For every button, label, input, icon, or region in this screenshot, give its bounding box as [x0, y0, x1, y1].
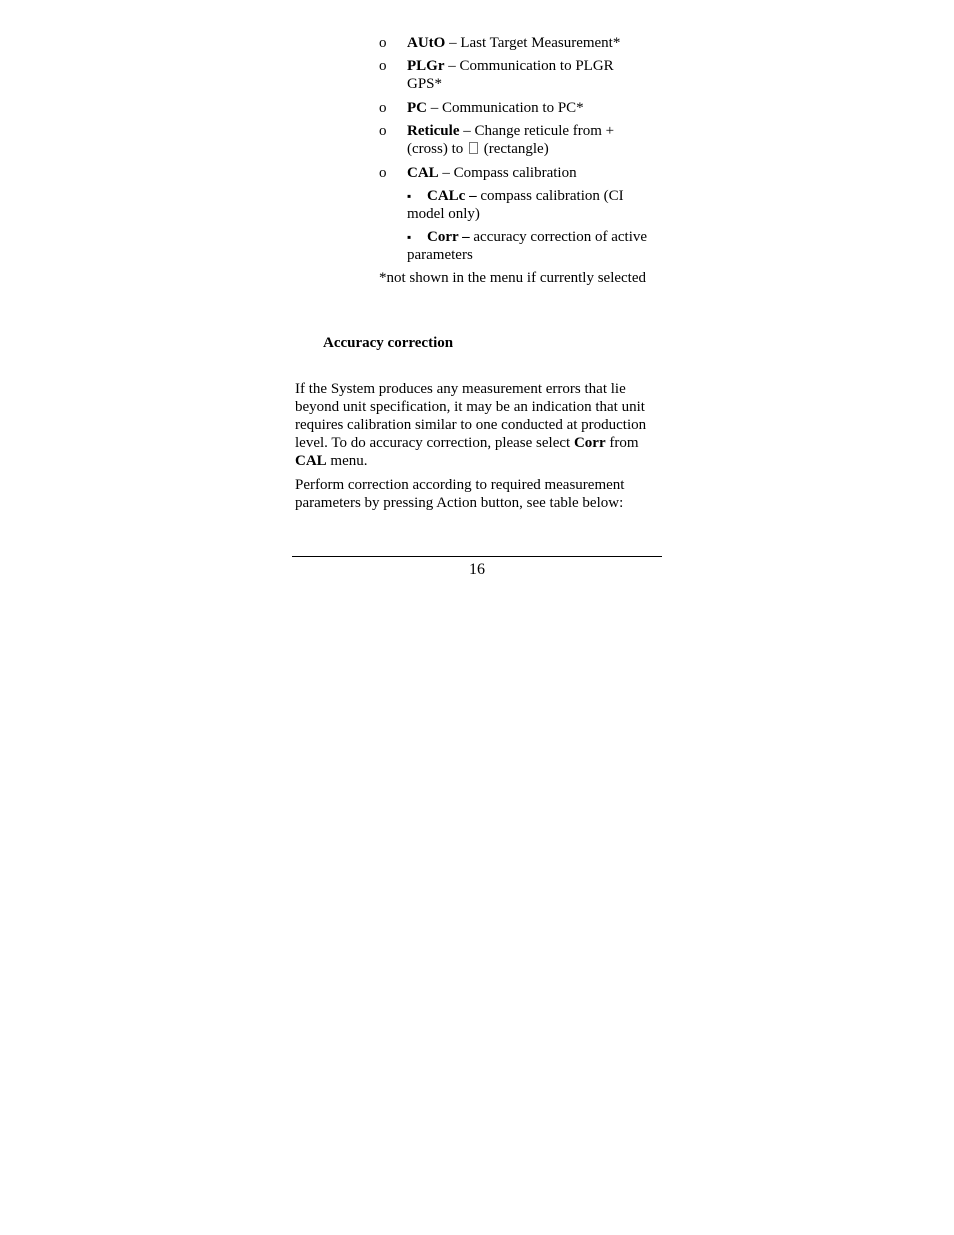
list-bullet: o	[379, 165, 387, 181]
section-heading: Accuracy correction	[323, 335, 454, 351]
paragraph-text: If the System produces any measurement errors that lie beyond unit specification, it may be an indication that unit requires calibration similar to one conducted at production level. To do accuracy correction, please select	[295, 381, 647, 451]
sub-item-term: Corr –	[427, 229, 470, 245]
paragraph-text: menu.	[326, 453, 368, 469]
paragraph-procedure: Perform correction according to required measurement parameters by pressing Action button, see table below:	[295, 477, 625, 511]
rectangle-icon	[469, 142, 478, 154]
menu-item-desc: – Change reticule from + (cross) to	[407, 123, 615, 157]
sub-item-desc: compass calibration (CI model only)	[407, 188, 624, 222]
paragraph-text: from	[605, 435, 639, 451]
sub-item-calc	[407, 187, 647, 223]
menu-item-desc: – Communication to PLGR GPS*	[407, 58, 614, 92]
list-bullet: o	[379, 58, 387, 74]
menu-item-desc: – Communication to PC*	[427, 100, 584, 116]
menu-item-cal	[407, 164, 665, 182]
menu-item-pc	[407, 99, 665, 117]
page-number: 16	[469, 561, 485, 578]
menu-item-term: CAL	[407, 165, 439, 181]
menu-item-auto	[407, 34, 665, 52]
menu-item-desc: – Compass calibration	[438, 165, 577, 181]
menu-item-term: Reticule	[407, 123, 460, 139]
menu-item-term: PC	[407, 100, 427, 116]
menu-item-desc: (rectangle)	[480, 141, 549, 157]
sub-item-desc: accuracy correction of active parameters	[407, 229, 648, 263]
list-bullet: o	[379, 123, 387, 139]
sub-item-corr	[407, 228, 665, 264]
sub-bullet: ▪	[407, 230, 412, 244]
menu-item-desc: – Last Target Measurement*	[445, 35, 621, 51]
menu-item-term: AUtO	[407, 35, 446, 51]
sub-bullet: ▪	[407, 189, 412, 203]
menu-item-term: PLGr	[407, 58, 445, 74]
menu-item-plgr	[407, 57, 637, 93]
paragraph-intro	[295, 380, 665, 470]
footnote: *not shown in the menu if currently selected	[379, 270, 647, 286]
list-bullet: o	[379, 100, 387, 116]
footer-rule	[292, 556, 662, 557]
paragraph-bold-cal: CAL	[295, 453, 327, 469]
paragraph-bold-corr: Corr	[573, 435, 606, 451]
list-bullet: o	[379, 35, 387, 51]
menu-item-reticule	[407, 122, 637, 158]
sub-item-term: CALc –	[427, 188, 477, 204]
